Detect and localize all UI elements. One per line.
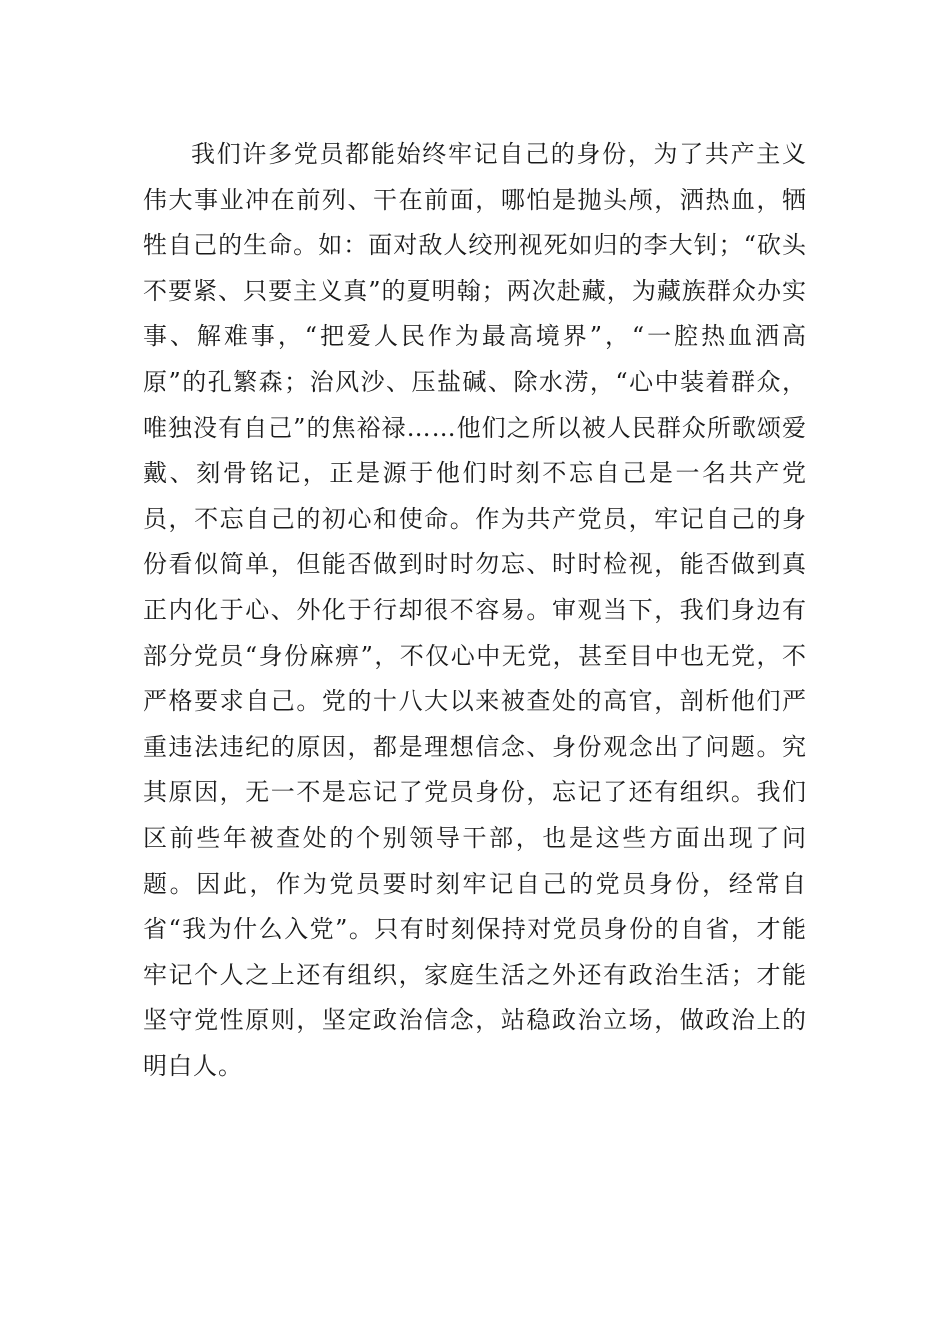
body-paragraph: 我们许多党员都能始终牢记自己的身份，为了共产主义伟大事业冲在前列、干在前面，哪怕是抛头颅，洒热血，牺牲自己的生命。如：面对敌人绞刑视死如归的李大钊；“砍头不要紧、只要主义真”的夏明翰；两次赴藏，为藏族群众办实事、解难事，“把爱人民作为最高境界”，“一腔热血洒高原”的孔繁森；治风沙、压盐碱、除水涝，“心中装着群众，唯独没有自己”的焦裕禄……他们之所以被人民群众所歌颂爱戴、刻骨铭记，正是源于他们时刻不忘自己是一名共产党员，不忘自己的初心和使命。作为共产党员，牢记自己的身份看似简单，但能否做到时时勿忘、时时检视，能否做到真正内化于心、外化于行却很不容易。审观当下，我们身边有部分党员“身份麻痹”，不仅心中无党，甚至目中也无党，不严格要求自己。党的十八大以来被查处的高官，剖析他们严重违法违纪的原因，都是理想信念、身份观念出了问题。究其原因，无一不是忘记了党员身份，忘记了还有组织。我们区前些年被查处的个别领导干部，也是这些方面出现了问题。因此，作为党员要时刻牢记自己的党员身份，经常自省“我为什么入党”。只有时刻保持对党员身份的自省，才能牢记个人之上还有组织，家庭生活之外还有政治生活；才能坚守党性原则，坚定政治信念，站稳政治立场，做政治上的明白人。 [143, 140, 807, 1080]
